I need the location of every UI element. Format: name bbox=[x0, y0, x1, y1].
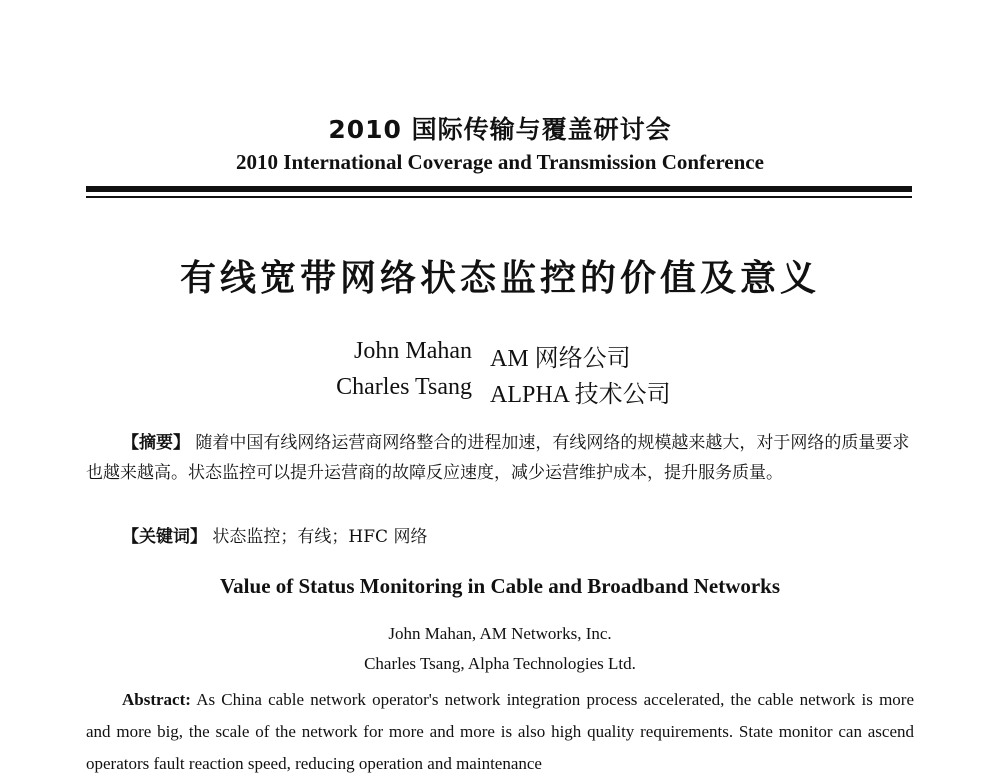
abstract-cn-label: 【摘要】 bbox=[122, 433, 190, 453]
author-affiliation-2: ALPHA 技术公司 bbox=[490, 382, 671, 408]
abstract-en-text: As China cable network operator's network integration process accelerated, the cable network is more and more big, the scale of the network for more and more is also high quality requirements. State monitor can ascend operators fault reaction speed, reducing operation and maintenance bbox=[86, 690, 914, 773]
abstract-cn bbox=[86, 428, 914, 488]
abstract-en-label: Abstract: bbox=[122, 690, 191, 709]
keywords-cn-label: 【关键词】 bbox=[122, 527, 207, 547]
conference-title-cn: 2010 国际传输与覆盖研讨会 bbox=[328, 115, 672, 144]
keywords-cn bbox=[86, 522, 914, 552]
header-rule-thin bbox=[86, 196, 912, 198]
paper-title-en: Value of Status Monitoring in Cable and Broadband Networks bbox=[219, 574, 781, 598]
abstract-en bbox=[86, 684, 914, 780]
author-line-2 bbox=[0, 374, 1000, 406]
authors-en-line-2: Charles Tsang, Alpha Technologies Ltd. bbox=[364, 654, 636, 673]
conference-title-en: 2010 International Coverage and Transmission Conference bbox=[236, 150, 764, 174]
author-line-1 bbox=[0, 338, 1000, 370]
author-name-1: John Mahan bbox=[354, 338, 472, 364]
paper-title-cn: 有线宽带网络状态监控的价值及意义 bbox=[179, 258, 820, 299]
authors-en-line-1: John Mahan, AM Networks, Inc. bbox=[388, 624, 612, 643]
abstract-cn-text: 随着中国有线网络运营商网络整合的进程加速，有线网络的规模越来越大，对于网络的质量要求也越来越高。状态监控可以提升运营商的故障反应速度，减少运营维护成本，提升服务质量。 bbox=[86, 433, 910, 483]
author-name-2: Charles Tsang bbox=[336, 374, 472, 400]
keywords-cn-text: 状态监控；有线；HFC 网络 bbox=[212, 527, 428, 547]
author-affiliation-1: AM 网络公司 bbox=[490, 346, 631, 372]
header-rule-thick bbox=[86, 186, 912, 192]
